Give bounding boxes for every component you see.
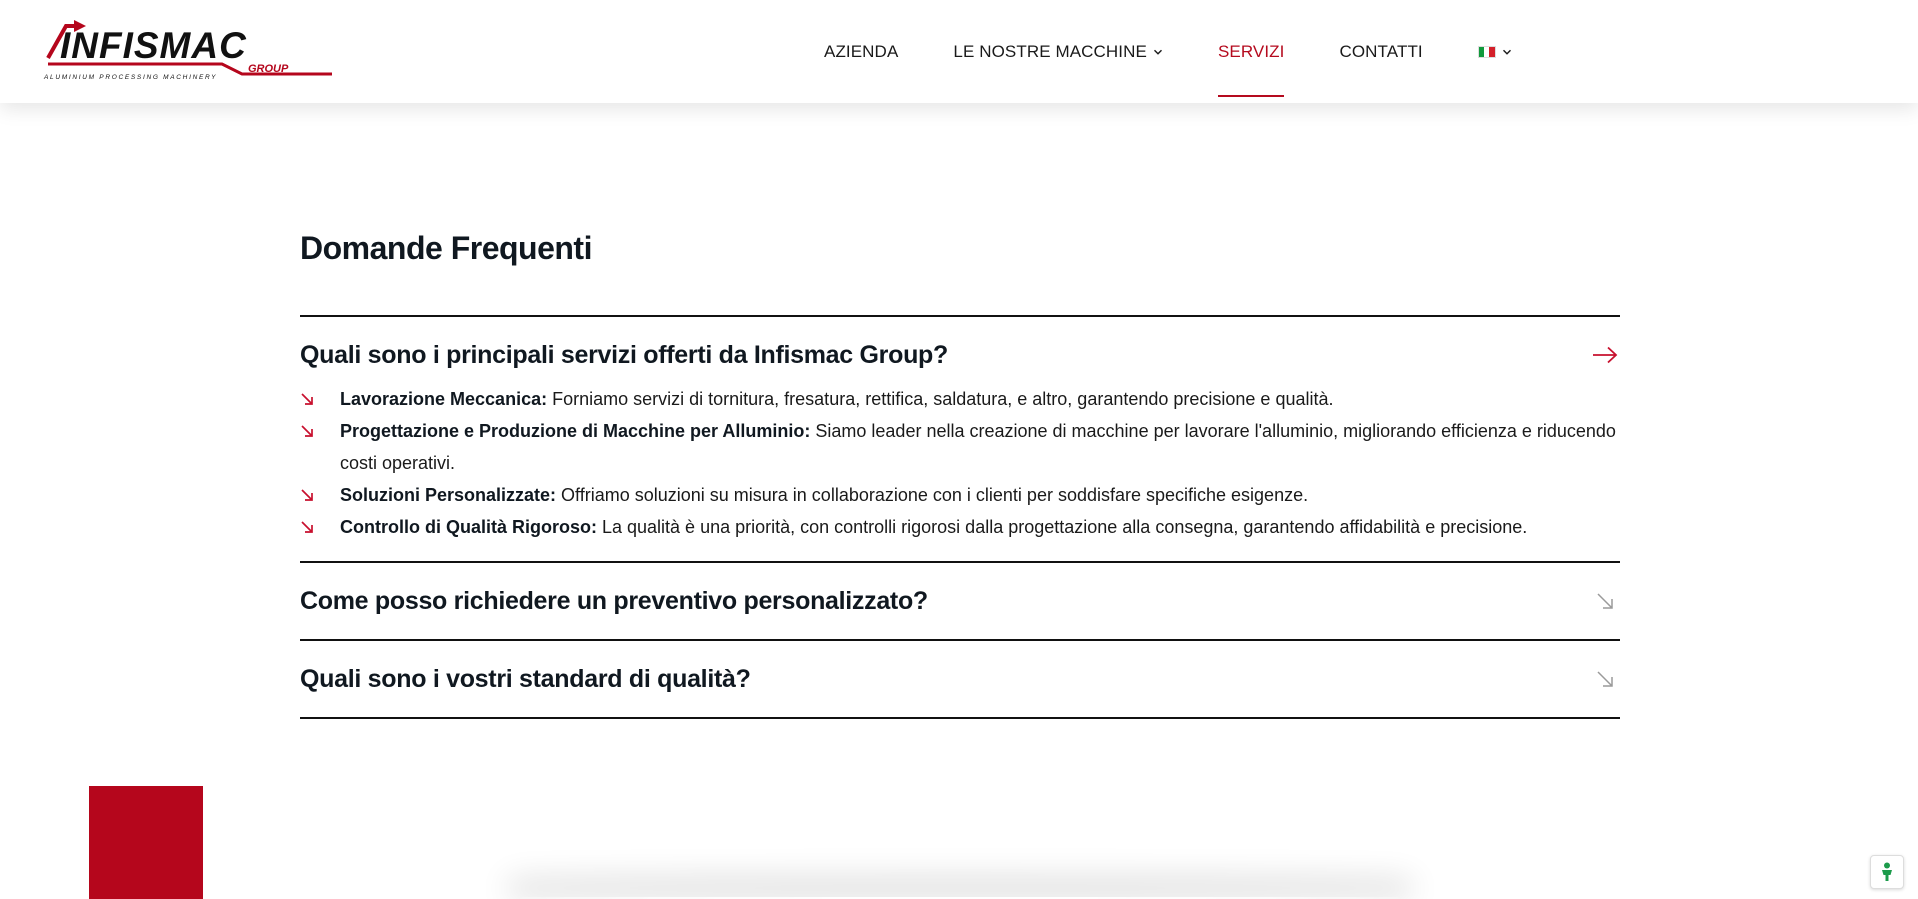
arrow-down-right-icon — [300, 383, 340, 415]
nav-item-label: AZIENDA — [824, 41, 899, 61]
faq-question: Quali sono i principali servizi offerti da Infismac Group? — [300, 340, 948, 369]
chevron-down-icon — [1153, 47, 1163, 57]
infismac-logo[interactable] — [42, 18, 332, 80]
nav-item-azienda[interactable] — [824, 0, 898, 103]
decorative-red-block — [89, 786, 203, 899]
list-item — [300, 415, 1620, 479]
logo-graphic — [42, 18, 332, 80]
answer-heading: Lavorazione Meccanica: — [340, 389, 548, 409]
answer-heading: Controllo di Qualità Rigoroso: — [340, 517, 597, 537]
main-nav — [824, 0, 1512, 103]
faq-title: Domande Frequenti — [300, 230, 592, 266]
privacy-settings-button[interactable] — [1870, 855, 1904, 889]
faq-question-toggle[interactable] — [300, 563, 1620, 639]
nav-item-label: SERVIZI — [1217, 41, 1285, 61]
answer-heading: Progettazione e Produzione di Macchine per Alluminio: — [340, 421, 811, 441]
faq-question-toggle[interactable] — [300, 317, 1620, 393]
answer-text: Offriamo soluzioni su misura in collaborazione con i clienti per soddisfare specifiche esigenze. — [556, 485, 1309, 505]
nav-item-label: LE NOSTRE MACCHINE — [953, 41, 1147, 61]
faq-item — [300, 561, 1620, 639]
nav-item-label: CONTATTI — [1339, 41, 1423, 61]
arrow-down-right-icon — [1590, 664, 1620, 694]
arrow-down-right-icon — [1590, 586, 1620, 616]
nav-item-servizi[interactable] — [1218, 0, 1285, 103]
nav-item-le-nostre-macchine[interactable] — [953, 0, 1163, 103]
italy-flag-icon — [1478, 46, 1496, 58]
chevron-down-icon — [1502, 47, 1512, 57]
nav-item-contatti[interactable] — [1339, 0, 1422, 103]
list-item — [300, 479, 1620, 511]
site-header — [0, 0, 1918, 103]
logo-text: INFISMAC — [60, 25, 247, 66]
faq-item — [300, 639, 1620, 719]
logo-tagline: ALUMINIUM PROCESSING MACHINERY — [44, 74, 218, 80]
answer-text: La qualità è una priorità, con controlli rigorosi dalla progettazione alla consegna, garantendo affidabilità e precisione. — [596, 517, 1528, 537]
faq-answer — [300, 383, 1620, 561]
language-selector[interactable] — [1478, 0, 1512, 103]
answer-heading: Soluzioni Personalizzate: — [340, 485, 557, 505]
logo-group-text: GROUP — [248, 63, 289, 75]
arrow-down-right-icon — [300, 511, 340, 543]
list-item — [300, 511, 1620, 543]
arrow-right-icon — [1590, 340, 1620, 370]
faq-question: Come posso richiedere un preventivo personalizzato? — [300, 586, 928, 615]
faq-item — [300, 315, 1620, 561]
faq-question: Quali sono i vostri standard di qualità? — [300, 664, 751, 693]
faq-section — [300, 230, 1620, 719]
answer-text: Forniamo servizi di tornitura, fresatura, rettifica, saldatura, e altro, garantendo precisione e qualità. — [547, 389, 1334, 409]
faq-question-toggle[interactable] — [300, 641, 1620, 717]
arrow-down-right-icon — [300, 479, 340, 511]
answer-text: Siamo leader nella creazione di macchine per lavorare l'alluminio, migliorando efficienza e riducendo costi operativi. — [340, 421, 1616, 473]
arrow-down-right-icon — [300, 415, 340, 479]
list-item — [300, 383, 1620, 415]
privacy-settings-icon — [1880, 862, 1894, 882]
